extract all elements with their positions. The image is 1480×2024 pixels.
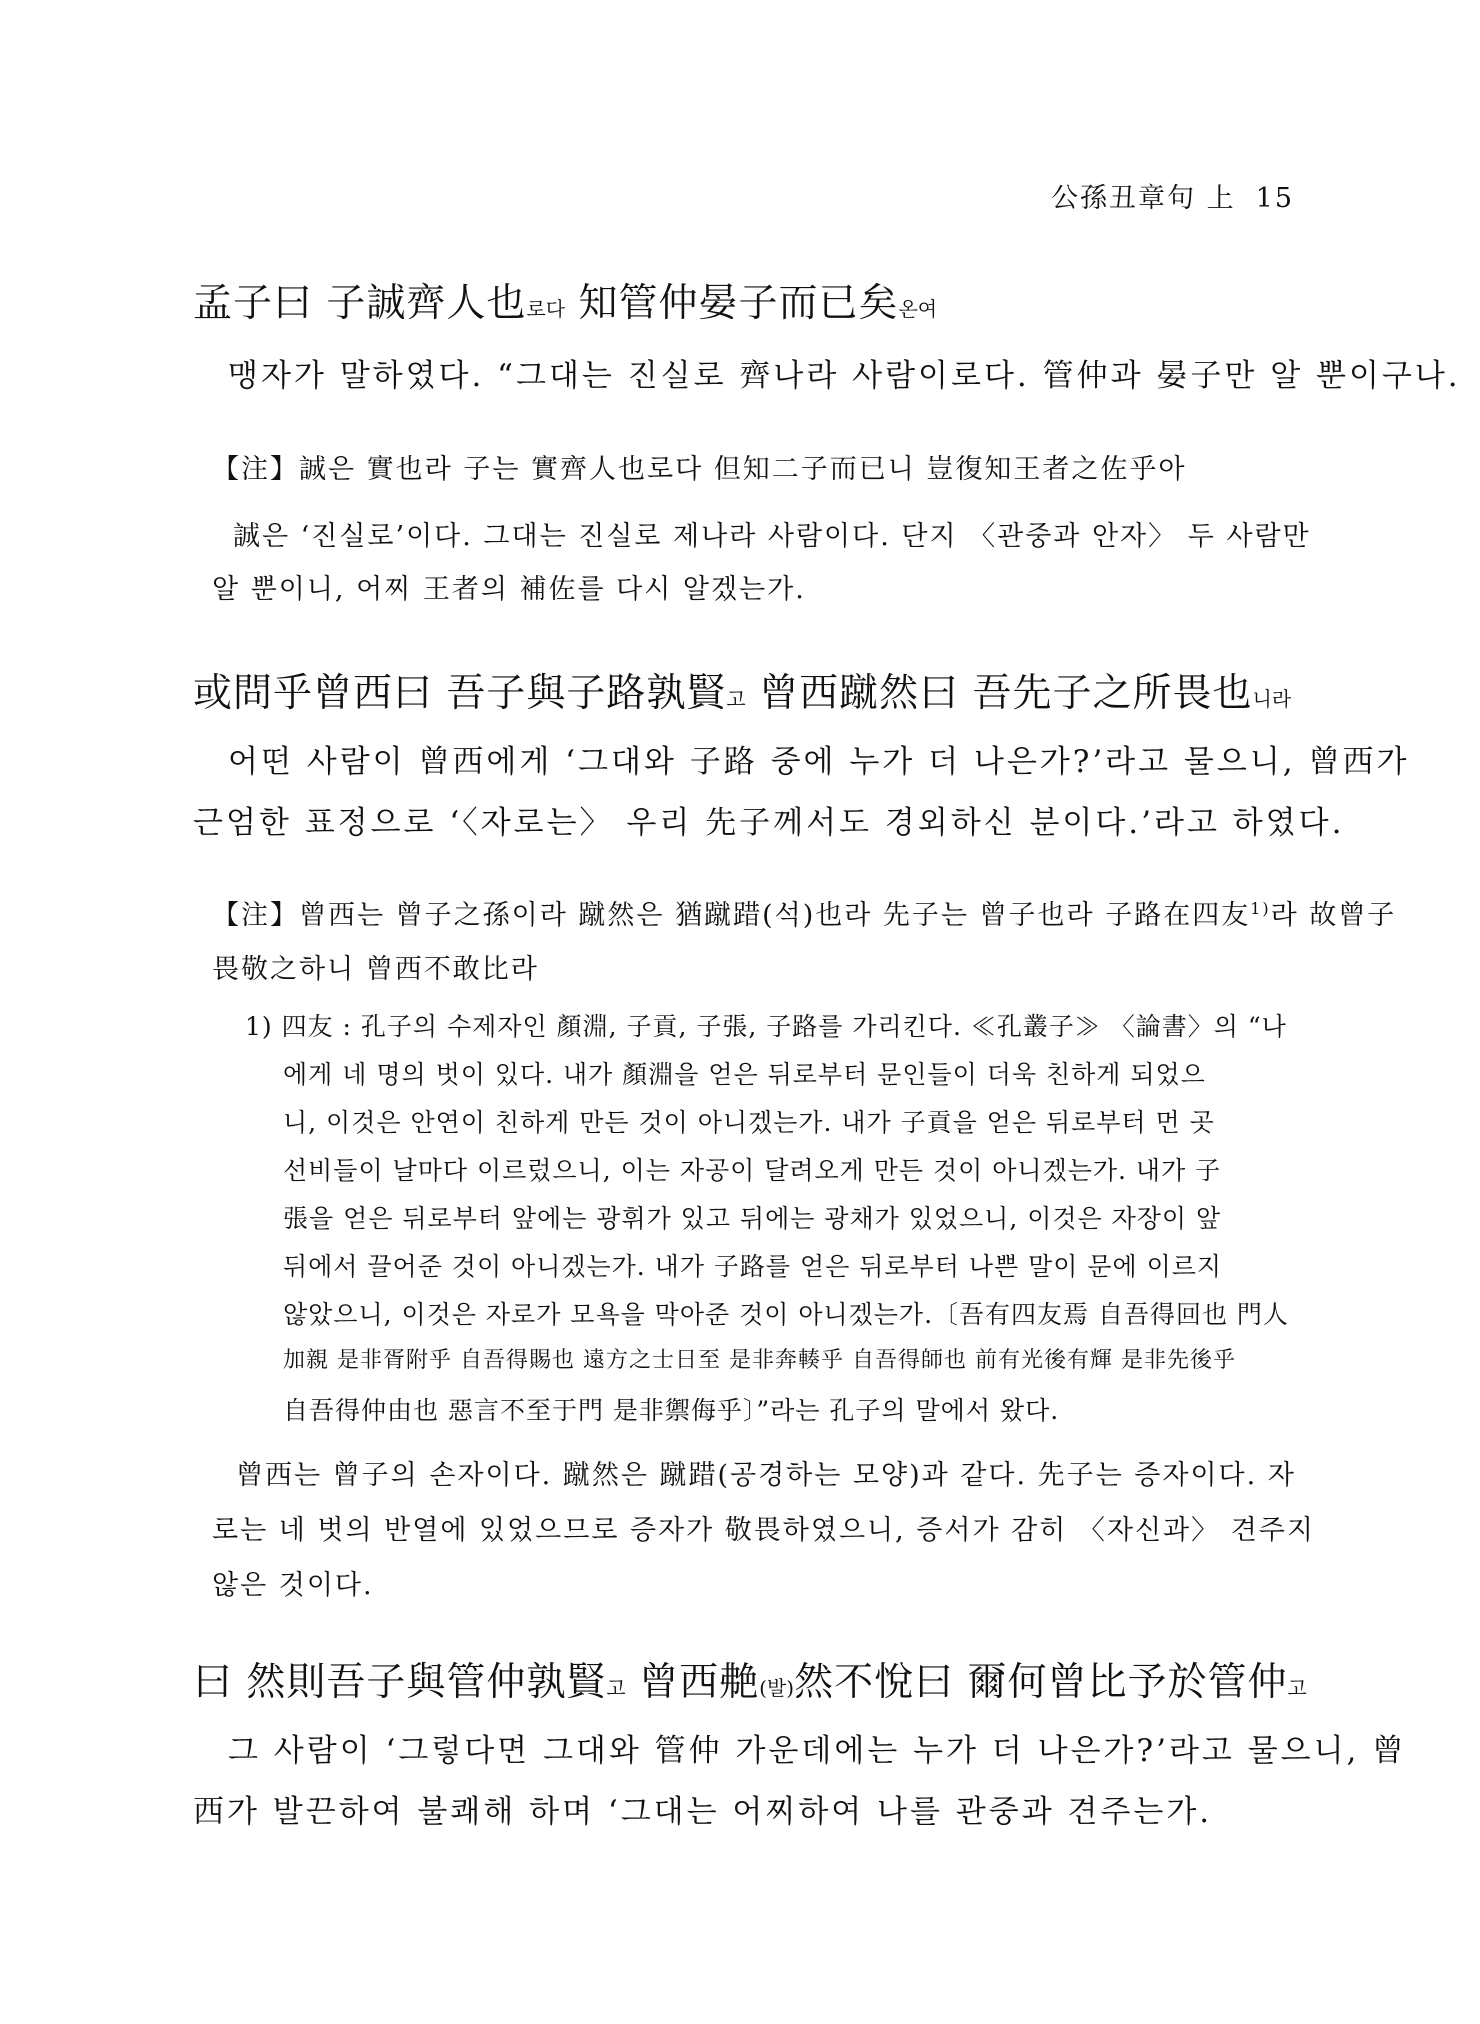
translation-1: 맹자가 말하였다. “그대는 진실로 齊나라 사람이로다. 管仲과 晏子만 알 뿐이구나. [228,358,1461,394]
note-tag: 【注】 [212,900,299,931]
annotation-translation-2c: 않은 것이다. [212,1570,374,1601]
annotation-2a: 【注】曾西는 曾子之孫이라 蹴然은 猶蹴踖(석)也라 先子는 曾子也라 子路在四友$^{1)}$라 故曾子 [212,899,1397,931]
classic-text-2: 或問乎曾西曰 吾子與子路孰賢고 曾西蹴然曰 吾先子之所畏也니라 [193,671,1292,716]
footnote-line: 自吾得仲由也 惡言不至于門 是非禦侮乎〕”라는 孔子의 말에서 왔다. [283,1396,1060,1425]
annotation-1: 【注】誠은 實也라 子는 實齊人也로다 但知二子而已니 豈復知王者之佐乎아 [212,454,1187,485]
footnote-line: 뒤에서 끌어준 것이 아니겠는가. 내가 子路를 얻은 뒤로부터 나쁜 말이 문에 이르지 [283,1252,1223,1281]
translation-2a: 어떤 사람이 曾西에게 ‘그대와 子路 중에 누가 더 나은가?’라고 물으니, 曾西가 [228,744,1410,780]
annotation-2b: 畏敬之하니 曾西不敢比라 [212,954,539,985]
page-number: 15 [1255,183,1294,214]
annotation-translation-2a: 曾西는 曾子의 손자이다. 蹴然은 蹴踖(공경하는 모양)과 같다. 先子는 증자이다. 자 [236,1460,1296,1491]
running-header [1051,176,1294,215]
annotation-translation-1a: 誠은 ‘진실로’이다. 그대는 진실로 제나라 사람이다. 단지 〈관중과 안자〉 두 사람만 [233,521,1311,552]
classic-text-1: 孟子曰 子誠齊人也로다 知管仲晏子而已矣온여 [193,281,938,326]
translation-2b: 근엄한 표정으로 ‘〈자로는〉 우리 先子께서도 경외하신 분이다.’라고 하였다. [193,805,1345,841]
footnote-line: 에게 네 명의 벗이 있다. 내가 顏淵을 얻은 뒤로부터 문인들이 더욱 친하게 되었으 [283,1060,1206,1089]
translation-3a: 그 사람이 ‘그렇다면 그대와 管仲 가운데에는 누가 더 나은가?’라고 물으니, 曾 [228,1733,1407,1769]
translation-3b: 西가 발끈하여 불쾌해 하며 ‘그대는 어찌하여 나를 관중과 견주는가. [193,1794,1213,1830]
footnote-line: 張을 얻은 뒤로부터 앞에는 광휘가 있고 뒤에는 광채가 있었으니, 이것은 자장이 앞 [283,1204,1222,1233]
chapter-title: 公孫丑章句 上 [1051,183,1236,214]
annotation-translation-2b: 로는 네 벗의 반열에 있었으므로 증자가 敬畏하였으니, 증서가 감히 〈자신과〉 견주지 [212,1515,1315,1546]
footnote-line: 않았으니, 이것은 자로가 모욕을 막아준 것이 아니겠는가.〔吾有四友焉 自吾得回也 門人 [283,1300,1289,1329]
footnote-line: 니, 이것은 안연이 친하게 만든 것이 아니겠는가. 내가 子貢을 얻은 뒤로부터 먼 곳 [283,1108,1215,1137]
footnote-line: 선비들이 날마다 이르렀으니, 이는 자공이 달려오게 만든 것이 아니겠는가. 내가 子 [283,1156,1222,1185]
footnote-line: 加親 是非胥附乎 自吾得賜也 遠方之士日至 是非奔輳乎 自吾得師也 前有光後有輝 是非先後乎 [283,1348,1236,1373]
footnote-line: 1) 四友 : 孔子의 수제자인 顏淵, 子貢, 子張, 子路를 가리킨다. ≪孔叢子≫ 〈論書〉의 “나 [245,1012,1287,1041]
note-tag: 【注】 [212,454,299,485]
classic-text-3: 曰 然則吾子與管仲孰賢고 曾西艴(발)然不悅曰 爾何曾比予於管仲고 [193,1660,1307,1705]
annotation-translation-1b: 알 뿐이니, 어찌 王者의 補佐를 다시 알겠는가. [212,574,806,605]
